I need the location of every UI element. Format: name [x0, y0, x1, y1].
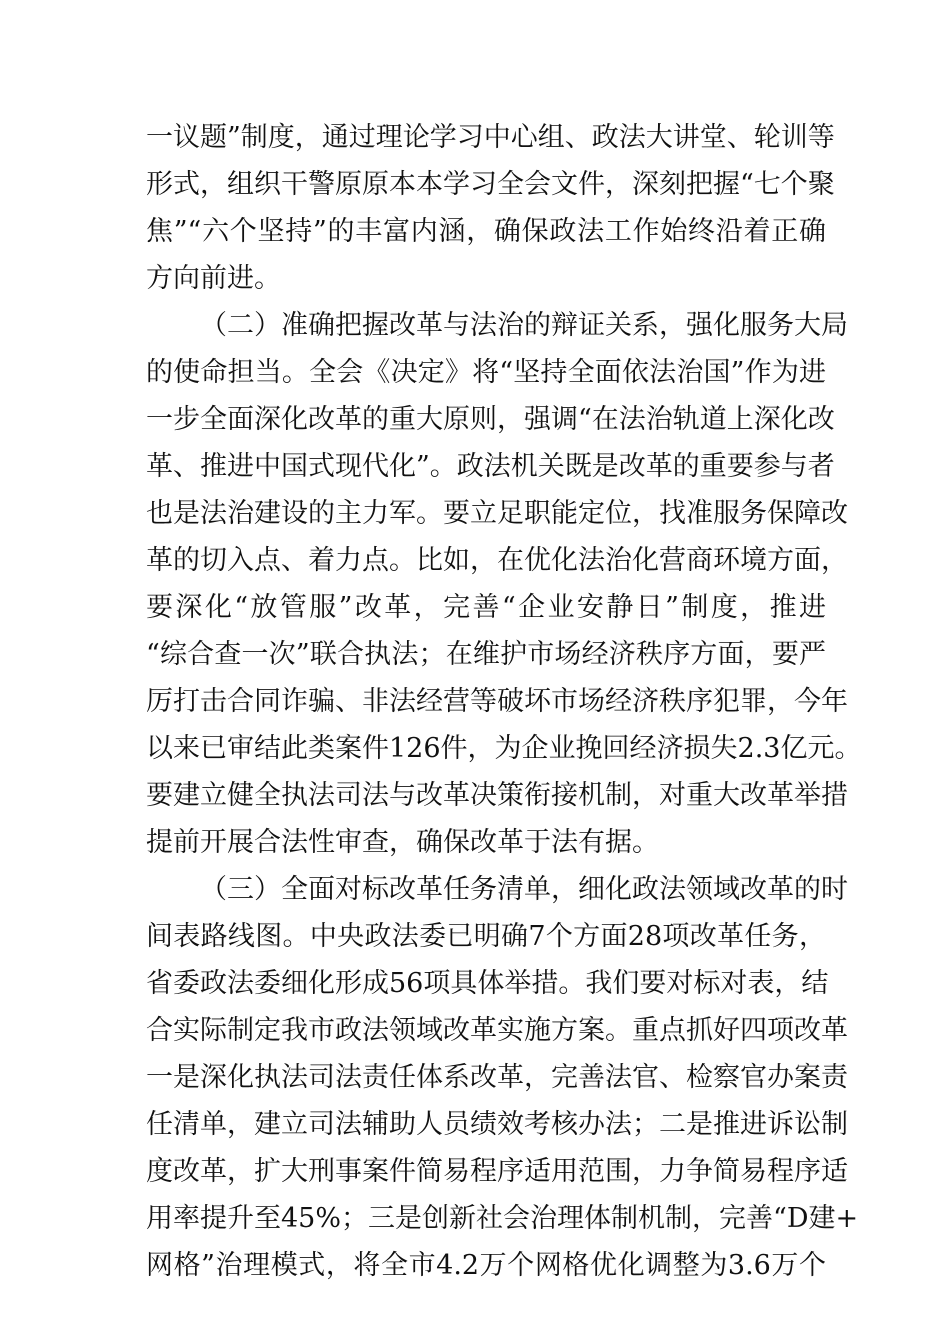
text-line: “综合查一次”联合执法；在维护市场经济秩序方面，要严	[146, 639, 826, 670]
text-line: 度改革，扩大刑事案件简易程序适用范围，力争简易程序适	[146, 1156, 848, 1187]
text-line: 用率提升至45%；三是创新社会治理体制机制，完善“D建+	[146, 1203, 859, 1234]
section-heading-line: （三）全面对标改革任务清单，细化政法领域改革的时	[200, 874, 848, 905]
section-heading-line: （二）准确把握改革与法治的辩证关系，强化服务大局	[200, 310, 848, 341]
text-line: 革、推进中国式现代化”。政法机关既是改革的重要参与者	[146, 451, 835, 482]
text-line: 厉打击合同诈骗、非法经营等破坏市场经济秩序犯罪，今年	[146, 686, 848, 717]
body-text	[146, 114, 862, 1289]
text-line: 省委政法委细化形成56项具体举措。我们要对标对表，结	[146, 968, 829, 999]
text-line: 革的切入点、着力点。比如，在优化法治化营商环境方面，	[146, 545, 848, 576]
text-line: 提前开展合法性审查，确保改革于法有据。	[146, 827, 659, 858]
text-line: 一步全面深化改革的重大原则，强调“在法治轨道上深化改	[146, 404, 835, 435]
text-line: 以来已审结此类案件126件，为企业挽回经济损失2.3亿元。	[146, 733, 862, 764]
text-line: 任清单，建立司法辅助人员绩效考核办法；二是推进诉讼制	[146, 1109, 848, 1140]
text-line: 形式，组织干警原原本本学习全会文件，深刻把握“七个聚	[146, 169, 835, 200]
text-line: 一是深化执法司法责任体系改革，完善法官、检察官办案责	[146, 1062, 848, 1093]
text-line: 要建立健全执法司法与改革决策衔接机制，对重大改革举措	[146, 780, 848, 811]
text-line: 的使命担当。全会《决定》将“坚持全面依法治国”作为进	[146, 357, 826, 388]
text-line: 焦”“六个坚持”的丰富内涵，确保政法工作始终沿着正确	[146, 216, 826, 247]
text-line: 一议题”制度，通过理论学习中心组、政法大讲堂、轮训等	[146, 122, 835, 153]
text-line: 要深化“放管服”改革，完善“企业安静日”制度，推进	[146, 592, 826, 623]
text-line: 方向前进。	[146, 263, 281, 294]
text-line: 网格”治理模式，将全市4.2万个网格优化调整为3.6万个	[146, 1250, 826, 1281]
text-line: 也是法治建设的主力军。要立足职能定位，找准服务保障改	[146, 498, 848, 529]
text-line: 间表路线图。中央政法委已明确7个方面28项改革任务，	[146, 921, 826, 952]
text-line: 合实际制定我市政法领域改革实施方案。重点抓好四项改革	[146, 1015, 848, 1046]
